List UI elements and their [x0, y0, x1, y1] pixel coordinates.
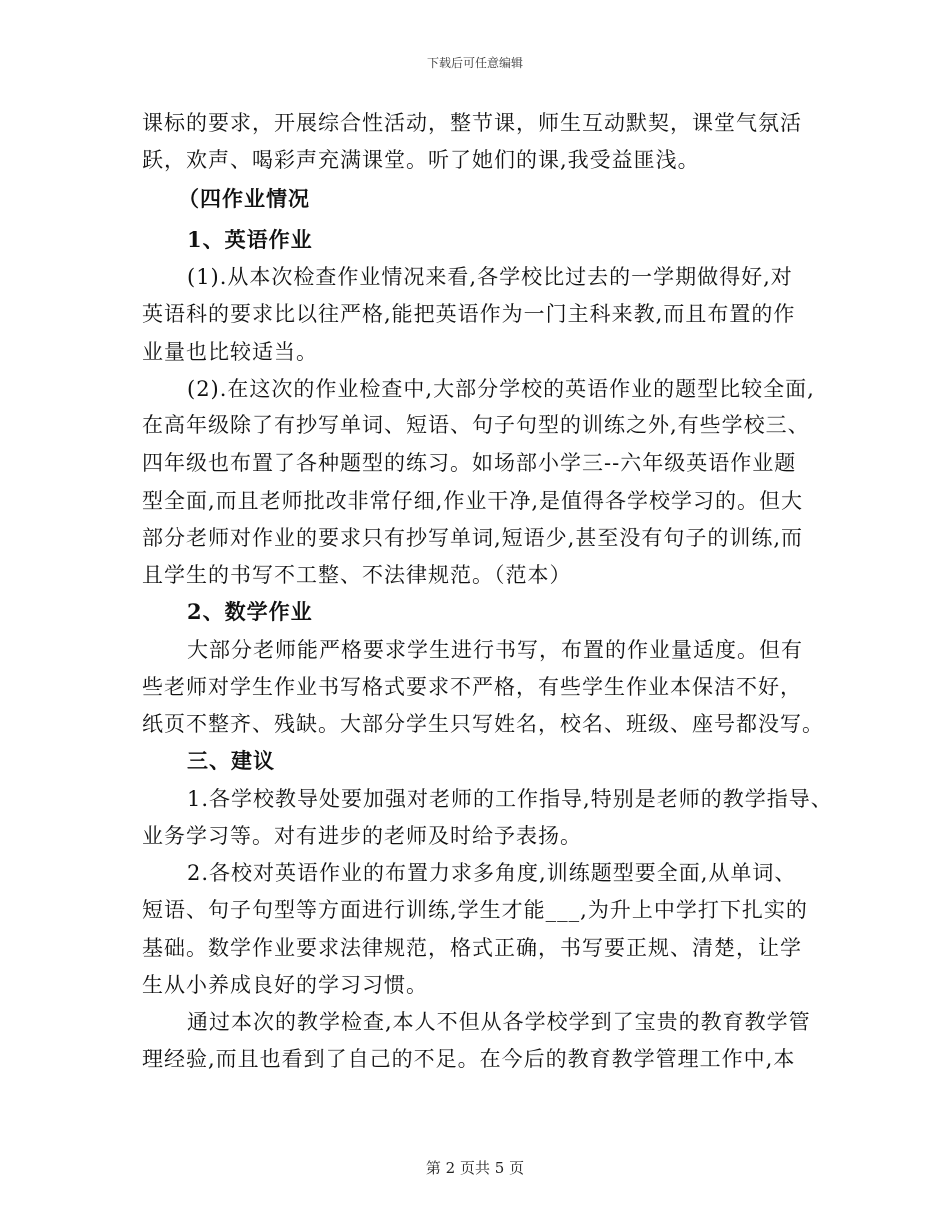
body-text-line: 四年级也布置了各种题型的练习。如场部小学三--六年级英语作业题	[142, 451, 797, 475]
body-text-line: 1.各学校教导处要加强对老师的工作指导,特别是老师的教学指导、	[187, 787, 833, 811]
body-text-line: (2).在这次的作业检查中,大部分学校的英语作业的题型比较全面,	[187, 377, 815, 401]
page-header: 下载后可任意编辑	[426, 56, 523, 70]
body-text-line: 通过本次的教学检查,本人不但从各学校学到了宝贵的教育教学管	[187, 1010, 811, 1034]
section-heading: （四作业情况	[178, 186, 310, 211]
body-text-line: 英语科的要求比以往严格,能把英语作为一门主科来教,而且布置的作	[142, 302, 796, 326]
body-text-line: 跃，欢声、喝彩声充满课堂。听了她们的课,我受益匪浅。	[142, 148, 700, 172]
body-text-line: 短语、句子句型等方面进行训练,学生才能___,为升上中学打下扎实的	[142, 898, 808, 922]
body-text-line: 业务学习等。对有进步的老师及时给予表扬。	[142, 824, 582, 848]
section-heading: 三、建议	[187, 748, 275, 773]
body-text-line: 些老师对学生作业书写格式要求不严格，有些学生作业本保洁不好，	[142, 675, 802, 699]
page-footer: 第 2 页共 5 页	[425, 1159, 525, 1177]
body-text-line: 部分老师对作业的要求只有抄写单词,短语少,甚至没有句子的训练,而	[142, 526, 804, 550]
section-heading: 1、英语作业	[187, 227, 313, 252]
body-text-line: 课标的要求，开展综合性活动，整节课，师生互动默契，课堂气氛活	[142, 111, 802, 135]
body-text-line: 在高年级除了有抄写单词、短语、句子句型的训练之外,有些学校三、	[142, 413, 810, 437]
body-text-line: 生从小养成良好的学习习惯。	[142, 973, 428, 997]
body-text-line: (1).从本次检查作业情况来看,各学校比过去的一学期做得好,对	[187, 265, 793, 289]
body-text-line: 纸页不整齐、残缺。大部分学生只写姓名，校名、班级、座号都没写。	[142, 712, 824, 736]
body-text-line: 业量也比较适当。	[142, 340, 318, 364]
body-text-line: 且学生的书写不工整、不法律规范。（范本）	[142, 563, 572, 587]
body-text-line: 2.各校对英语作业的布置力求多角度,训练题型要全面,从单词、	[187, 861, 797, 885]
body-text-line: 基础。数学作业要求法律规范，格式正确，书写要正规、清楚，让学	[142, 936, 802, 960]
body-text-line: 型全面,而且老师批改非常仔细,作业干净,是值得各学校学习的。但大	[142, 489, 804, 513]
body-text-line: 理经验,而且也看到了自己的不足。在今后的教育教学管理工作中,本	[142, 1047, 796, 1071]
body-text-line: 大部分老师能严格要求学生进行书写，布置的作业量适度。但有	[187, 638, 803, 662]
section-heading: 2、数学作业	[187, 599, 313, 624]
